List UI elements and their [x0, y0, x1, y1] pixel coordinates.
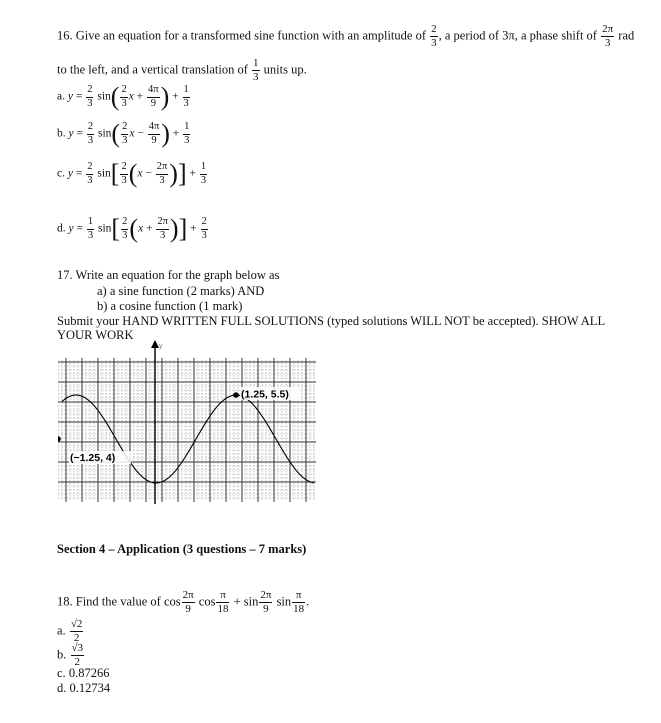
y-axis-label: y	[159, 343, 163, 350]
q18-option-a[interactable]: a. $\frac{√2}{2}$	[57, 618, 83, 644]
q16-option-c[interactable]: c. y = $\frac{2}{3}$ sin[ $\frac{2}{3}$ (x − $\frac{2\pi}{3}$ )] + $\frac{1}{3}$	[57, 159, 207, 188]
point-left-label: (−1.25, 4)	[70, 452, 116, 464]
vertical-translation-fraction: $\frac{1}{3}$	[253, 57, 259, 83]
q16-text-a: Give an equation for a transformed sine function with an amplitude of	[75, 28, 426, 43]
q16-text-c: rad	[618, 28, 635, 43]
y-axis-arrow	[151, 340, 159, 348]
q17-part-b: b) a cosine function (1 mark)	[97, 299, 243, 313]
q16-option-a[interactable]: a. y = $\frac{2}{3}$ sin( $\frac{2}{3}$ x + $\frac{4\pi}{9}$ ) + $\frac{1}{3}$	[57, 82, 189, 111]
q16-text-b: , a period of 3π, a phase shift of	[438, 28, 597, 43]
q16-text-e: units up.	[263, 62, 307, 77]
phase-shift-fraction: $\frac{2\pi}{3}$	[602, 23, 614, 49]
q16-line2	[57, 58, 307, 83]
q18-option-b[interactable]: b. $\frac{√3}{2}$	[57, 642, 84, 668]
q16-text-d: to the left, and a vertical translation of	[57, 62, 248, 77]
q16-option-d[interactable]: d. y = $\frac{1}{3}$ sin[ $\frac{2}{3}$ (x + $\frac{2\pi}{3}$ )] + $\frac{2}{3}$	[57, 214, 207, 243]
q18-option-d[interactable]: d. 0.12734	[57, 681, 111, 695]
point-max-label: (1.25, 5.5)	[241, 388, 289, 401]
q17-part-a: a) a sine function (2 marks) AND	[97, 284, 265, 298]
q18-prompt: 18. Find the value of cos $\frac{2\pi}{9}$ cos $\frac{\pi}{18}$ + sin $\frac{2\pi}{9}$ sin $\frac{\pi}{18}$ .	[57, 589, 310, 615]
point-max	[233, 392, 239, 398]
point-left	[58, 436, 61, 442]
q17-instructions: Submit your HAND WRITTEN FULL SOLUTIONS (typed solutions WILL NOT be accepted). SHOW ALL	[57, 314, 606, 328]
section-heading: Section 4 – Application (3 questions – 7 marks)	[57, 542, 307, 556]
q16-option-b[interactable]: b. y = $\frac{2}{3}$ sin( $\frac{2}{3}$ x − $\frac{4\pi}{9}$ ) + $\frac{1}{3}$	[57, 119, 190, 148]
q17-instructions-2: YOUR WORK	[57, 328, 134, 342]
sinusoid-graph	[58, 338, 320, 504]
q16-number: 16.	[57, 28, 73, 43]
q17-line1: 17. Write an equation for the graph below as	[57, 268, 280, 282]
q18-option-c[interactable]: c. 0.87266	[57, 666, 110, 680]
grid-minor	[58, 360, 316, 500]
amplitude-fraction: $\frac{2}{3}$	[431, 23, 437, 49]
q16-line1	[57, 24, 634, 49]
